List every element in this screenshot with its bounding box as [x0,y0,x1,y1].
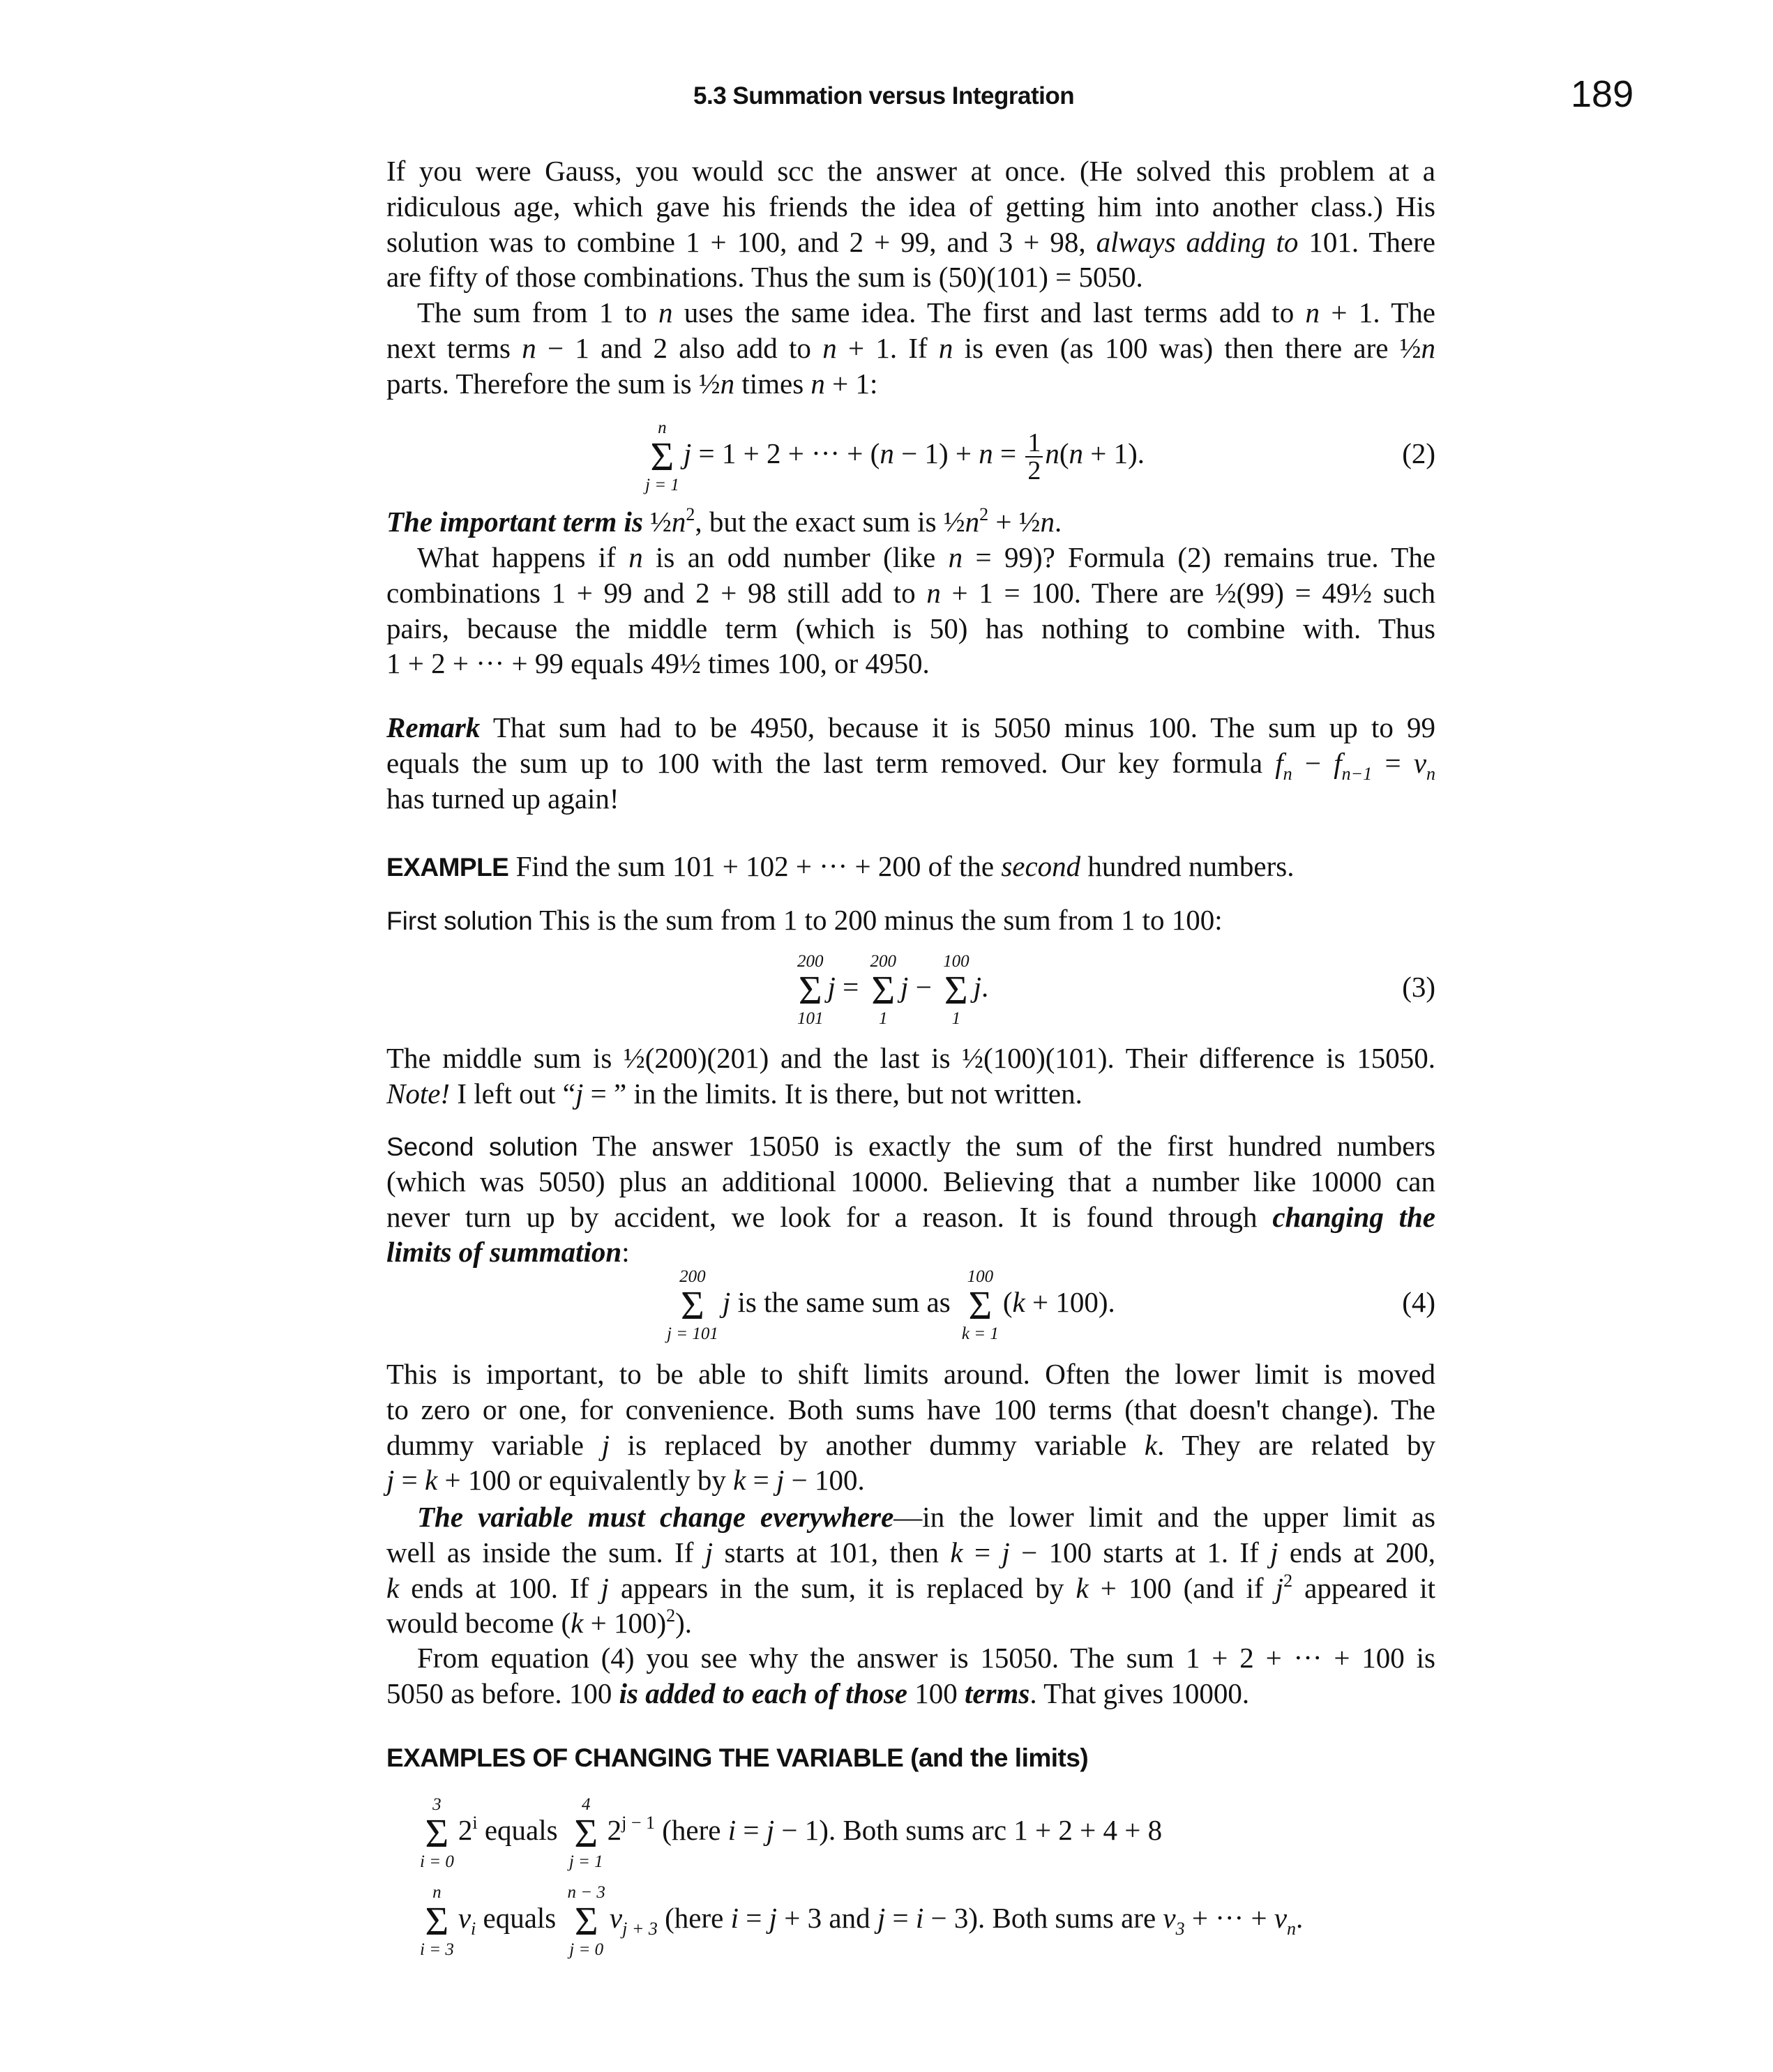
text-run: are fifty of those combinations. Thus the sum is (50)(101) = 5050. [386,261,1143,294]
text-run: n [1287,1919,1297,1939]
text-line [386,611,1435,646]
text-run: ½ [650,506,672,538]
text-run: Note! [386,1077,451,1110]
text-run: f [1334,746,1342,779]
text-run: dummy variable [386,1428,602,1461]
text-run: k [386,1571,400,1604]
text-line [386,1535,1435,1571]
text-run: + 100). [1025,1286,1115,1318]
text-run: That sum had to be 4950, because it is 5050 minus 100. The sum up to 99 [480,711,1435,743]
text-run: 5050 as before. 100 [386,1677,619,1709]
text-run: solution was to combine 1 + 100, and 2 + 99, and 3 + 98, [386,225,1096,258]
text-run: The important term is [386,506,651,538]
text-run: n [658,296,673,328]
text-line [386,1076,1435,1112]
equation-4 [663,1264,1115,1343]
text-run: + ½ [988,506,1041,538]
text-run: limits of summation [386,1236,622,1269]
text-run: − 1). Both sums arc 1 + 2 + 4 + 8 [774,1814,1163,1846]
text-line [386,1676,1435,1711]
running-header: 5.3 Summation versus Integration [693,82,1075,109]
text-run: 2 [1283,1570,1293,1591]
text-run: would become ( [386,1607,571,1640]
text-run: n [1040,506,1055,538]
text-run: parts. Therefore the sum is ½ [386,367,720,400]
text-run: uses the same idea. The first and last terms add to [672,296,1306,328]
text-run: + 1 = 100. There are ½(99) = 49½ such [940,576,1435,609]
text-line [386,1462,1435,1498]
text-run: k [950,1536,963,1568]
text-run: k [425,1464,438,1497]
summation-sign: 200 Σ 101 [797,951,824,1028]
text-run: 2 [607,1814,622,1846]
text-run: First solution [386,907,533,935]
text-run: j [776,1464,785,1497]
text-run: 1 + 2 + ··· + 99 equals 49½ times 100, or 4950. [386,647,930,680]
text-run: . That gives 10000. [1029,1677,1250,1709]
text-run: k [1012,1286,1025,1318]
text-line [386,540,1435,575]
text-run: − 3). Both sums are [923,1902,1163,1934]
text-run: times [734,367,811,400]
paragraph-gauss [386,153,1435,295]
text-run: v [458,1902,471,1934]
text-line [386,1640,1435,1676]
text-run: Find the sum 101 + 102 + ··· + 200 of the [508,850,1002,882]
text-run: The variable must change everywhere [417,1501,894,1533]
text-run: 3 [1175,1919,1185,1939]
text-run: 100 [907,1677,965,1709]
fraction: $\frac{1}{2}$ [1025,430,1043,484]
summation-sign: n Σ j = 1 [645,418,679,494]
text-run: combinations 1 + 99 and 2 + 98 still add to [386,576,927,609]
text-line [386,1356,1435,1392]
text-run: Remark [386,711,481,743]
text-run: n [1069,437,1084,469]
text-run: k [571,1607,584,1640]
text-run: = ” in the limits. It is there, but not written. [583,1077,1082,1110]
text-run: 2 [458,1814,473,1846]
text-line [386,746,1436,784]
text-run: v [609,1902,623,1934]
summation-sign: 200 Σ j = 101 [667,1266,718,1343]
text-line [386,1128,1435,1164]
paragraph-variable-change [386,1499,1435,1641]
paragraph-shift-limits [386,1356,1435,1498]
text-line [386,781,1435,817]
text-run: j [1002,1536,1010,1568]
text-run: j + 3 [622,1919,658,1939]
text-run: I left out “ [450,1077,575,1110]
text-run: j [973,971,981,1003]
text-run: = [738,1902,769,1934]
text-line [386,1739,1435,1775]
text-run: always adding to [1096,225,1299,258]
text-run: n [948,541,963,573]
text-run: is even (as 100 was) then there are ½ [953,331,1421,364]
text-run: i [727,1814,737,1846]
text-run: − 1) + [893,437,979,469]
text-run: appears in the sum, it is replaced by [608,1571,1076,1604]
first-solution [386,902,1435,938]
text-run: equals the sum up to 100 with the last term removed. Our key formula [386,746,1276,779]
text-run: ends at 100. If [399,1571,601,1604]
text-run: n [938,331,953,364]
text-run: n [1305,296,1320,328]
text-line [386,646,1435,681]
text-run: to zero or one, for convenience. Both sums have 100 terms (that doesn't change). The [386,1393,1435,1426]
text-run: ( [1059,437,1069,469]
text-run: n [671,506,686,538]
equation-3-number: (3) [1402,971,1435,1003]
example-heading [386,849,1435,884]
text-run: − 100 starts at 1. If [1009,1536,1271,1568]
text-run: : [621,1236,630,1269]
text-run: EXAMPLES OF CHANGING THE VARIABLE (and the limits) [386,1744,1089,1772]
text-line [386,366,1435,402]
text-run: . [981,971,989,1003]
text-run: This is important, to be able to shift limits around. Often the lower limit is moved [386,1358,1435,1390]
text-run: j [601,1428,610,1461]
text-run: is an odd number (like [642,541,949,573]
text-run: (here [655,1814,728,1846]
text-line [386,902,1435,938]
text-run: v [1163,1902,1176,1934]
paragraph-sum-to-n [386,295,1435,401]
text-run: j [827,971,836,1003]
text-run: + ··· + [1184,1902,1274,1934]
text-run: j [704,1536,714,1568]
text-run: j [386,1464,395,1497]
text-run: well as inside the sum. If [386,1536,705,1568]
text-run: ridiculous age, which gave his friends the idea of getting him into another class.) His [386,190,1435,222]
text-run: = [746,1464,776,1497]
summation-sign: 200 Σ 1 [870,951,897,1028]
text-run: k [1076,1571,1089,1604]
text-run: i [472,1813,478,1833]
text-line [386,1164,1435,1200]
text-line [386,1605,1435,1641]
text-run: = [736,1814,767,1846]
text-run: + 1. The [1320,296,1435,328]
equation-2 [641,415,1145,492]
text-run: ( [1002,1286,1013,1318]
text-run: n [810,367,825,400]
text-run: n [628,541,643,573]
summation-sign: 100 Σ k = 1 [961,1266,999,1343]
paragraph-middle-sum [386,1041,1435,1112]
text-run: ends at 200, [1278,1536,1436,1568]
text-line [386,259,1435,295]
text-run: + 100 or equivalently by [437,1464,734,1497]
text-line [386,710,1435,746]
text-run: The sum from 1 to [417,296,658,328]
text-run: + 1). [1083,437,1145,469]
text-run: 2 [686,504,695,524]
text-line [386,849,1435,884]
text-run: j [575,1077,584,1110]
text-line [386,295,1435,331]
examples-section-heading [386,1739,1435,1775]
text-run: This is the sum from 1 to 200 minus the sum from 1 to 100: [532,904,1223,936]
text-run: + 100) [583,1607,667,1640]
text-run: changing the [1272,1200,1435,1233]
text-line [386,1428,1435,1463]
text-run: n [822,331,837,364]
text-run: n [880,437,894,469]
paragraph-answer [386,1640,1435,1711]
text-run: ). [675,1607,693,1640]
text-run: − 1 and 2 also add to [536,331,823,364]
text-run: + 1: [824,367,878,400]
text-run: . [1296,1902,1304,1934]
text-run: appeared it [1292,1571,1435,1604]
text-run: = 99)? Formula (2) remains true. The [963,541,1436,573]
text-run: j [601,1571,609,1604]
text-line [386,189,1435,225]
text-run: + 100 (and if [1088,1571,1276,1604]
equation-2-number: (2) [1402,437,1435,469]
text-run: − 100. [784,1464,865,1497]
text-run: (here [657,1902,731,1934]
text-run: If you were Gauss, you would scc the answer at once. (He solved this problem at a [386,155,1435,187]
text-run: j [766,1814,775,1846]
text-run: i [730,1902,739,1934]
example-equation-2 [416,1880,1304,1959]
text-line [386,1499,1435,1535]
text-run: j [683,437,692,469]
text-run: v [1413,746,1427,779]
text-run: n [965,506,980,538]
text-run: never turn up by accident, we look for a reason. It is found through [386,1200,1273,1233]
text-run: j − 1 [621,1813,656,1833]
text-run: equals [476,1902,564,1934]
text-run: From equation (4) you see why the answer is 15050. The sum 1 + 2 + ··· + 100 is [417,1642,1435,1674]
text-run: v [1274,1902,1288,1934]
summation-sign: n Σ i = 3 [420,1882,454,1959]
text-run: − [908,971,940,1003]
text-run: f [1275,746,1283,779]
paragraph-odd-n [386,540,1435,681]
text-run: . They are related by [1157,1428,1435,1461]
text-run: n [1421,331,1435,364]
text-run: i [471,1919,476,1939]
text-run: = [1372,746,1414,779]
text-run: n−1 [1341,763,1373,784]
text-run: + 3 and [777,1902,877,1934]
remark [386,710,1435,816]
text-run: equals [477,1814,565,1846]
text-run: j [900,971,909,1003]
text-run: = [885,1902,916,1934]
text-run: − [1292,746,1334,779]
text-run: j [769,1902,778,1934]
text-run: —in the lower limit and the upper limit as [893,1501,1435,1533]
page-number: 189 [1571,73,1634,115]
summation-sign: 4 Σ j = 1 [568,1794,603,1871]
text-run: j [1270,1536,1278,1568]
text-run: The middle sum is ½(200)(201) and the last is ½(100)(101). Their difference is 15050. [386,1042,1435,1074]
text-run: terms [965,1677,1030,1709]
text-run: + 1. If [836,331,939,364]
text-line [386,225,1435,260]
text-line [386,1392,1435,1428]
summation-sign: n − 3 Σ j = 0 [567,1882,605,1959]
text-line [386,1041,1435,1076]
text-run: second [1001,850,1081,882]
text-run: = [993,437,1024,469]
text-run: = [394,1464,425,1497]
text-run: 2 [666,1605,676,1626]
text-run: n [1045,437,1059,469]
paragraph-important-term [386,504,1435,540]
text-line [386,153,1435,189]
text-run: is the same sum as [730,1286,958,1318]
text-line [386,1571,1435,1606]
text-run: j [877,1902,886,1934]
text-run: j [722,1286,731,1318]
text-line [386,331,1435,366]
text-run: , but the exact sum is ½ [695,506,965,538]
text-run: n [979,437,993,469]
text-run: hundred numbers. [1080,850,1295,882]
equation-3 [793,948,989,1028]
text-run: 101. There [1298,225,1435,258]
text-run: is added to each of those [619,1677,907,1709]
text-line [386,1200,1435,1235]
text-run: next terms [386,331,522,364]
summation-sign: 3 Σ i = 0 [420,1794,454,1871]
text-run: 2 [979,504,989,524]
second-solution [386,1128,1435,1270]
text-run: n [926,576,941,609]
text-run: What happens if [417,541,629,573]
text-run: is replaced by another dummy variable [610,1428,1145,1461]
text-run: k [733,1464,746,1497]
example-equation-1 [416,1792,1163,1871]
text-run: i [915,1902,924,1934]
text-run: n [1426,763,1436,784]
text-run: k [1144,1428,1158,1461]
text-run: EXAMPLE [386,853,509,882]
summation-sign: 100 Σ 1 [943,951,970,1028]
text-run: . [1054,506,1062,538]
text-run: n [1283,763,1292,784]
text-run: starts at 101, then [713,1536,951,1568]
text-run: = [963,1536,1002,1568]
text-run: (which was 5050) plus an additional 10000. Believing that a number like 10000 can [386,1165,1435,1197]
text-run: has turned up again! [386,782,619,815]
text-run: n [720,367,735,400]
text-line [386,504,1435,540]
text-run: Second solution [386,1133,578,1161]
text-run: n [522,331,536,364]
text-run: j [1275,1571,1284,1604]
equation-4-number: (4) [1402,1286,1435,1318]
text-run: The answer 15050 is exactly the sum of the first hundred numbers [578,1130,1435,1162]
text-run: = 1 + 2 + ··· + ( [691,437,880,469]
text-run: = [835,971,866,1003]
text-line [386,575,1435,611]
text-run: pairs, because the middle term (which is 50) has nothing to combine with. Thus [386,612,1435,644]
